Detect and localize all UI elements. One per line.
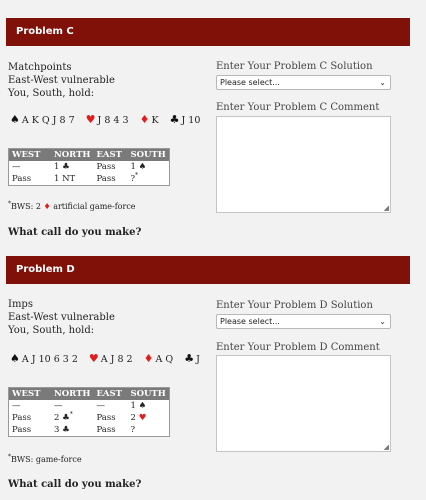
chevron-down-icon: ⌄ <box>379 317 386 326</box>
problem-d-note: *BWS: game-force <box>8 453 82 464</box>
hand-hearts: J 8 4 3 <box>97 115 129 126</box>
hand-clubs: J 10 <box>181 115 201 126</box>
table-row <box>9 424 170 437</box>
problem-c-hand <box>10 113 208 126</box>
auction-cell: — <box>51 400 93 412</box>
problem-d-comment-textarea[interactable] <box>216 355 391 452</box>
problem-d-comment-label: Enter Your Problem D Comment <box>216 342 380 353</box>
problem-c-solution-select[interactable] <box>216 75 391 90</box>
auction-cell: Pass <box>93 173 127 186</box>
problem-c-comment-label: Enter Your Problem C Comment <box>216 102 380 113</box>
auction-cell: — <box>93 400 127 412</box>
auction-header: WEST <box>9 149 52 162</box>
spade-icon: ♠ <box>10 352 20 365</box>
problem-c-auction-table <box>8 148 170 186</box>
select-value: Please select... <box>220 317 280 326</box>
auction-cell: 1 ♠ <box>127 400 169 412</box>
problem-c-comment-textarea[interactable] <box>216 116 391 213</box>
auction-cell: Pass <box>9 173 52 186</box>
table-row <box>9 161 170 173</box>
note-suffix: artificial game-force <box>53 202 136 211</box>
hand-diamonds: K <box>151 115 159 126</box>
spade-icon: ♠ <box>10 113 20 126</box>
auction-cell: Pass <box>93 412 127 424</box>
diamond-icon: ♦ <box>43 202 51 211</box>
auction-cell: 1 ♠ <box>127 161 169 173</box>
resize-grip-icon[interactable]: ◢ <box>383 204 389 212</box>
auction-header: EAST <box>93 149 127 162</box>
auction-cell: Pass <box>93 161 127 173</box>
table-row <box>9 400 170 412</box>
auction-cell: Pass <box>93 424 127 437</box>
hand-diamonds: A Q <box>155 354 174 365</box>
heart-icon: ♥ <box>88 352 99 365</box>
auction-header: NORTH <box>51 388 93 401</box>
note-prefix: *BWS: 2 <box>8 200 41 211</box>
auction-cell: Pass <box>9 424 52 437</box>
problem-c-question: What call do you make? <box>8 227 142 238</box>
problem-d-hand <box>10 352 208 365</box>
hand-spades: A K Q J 8 7 <box>21 115 75 126</box>
auction-header: NORTH <box>51 149 93 162</box>
problem-c-prompt: You, South, hold: <box>8 88 95 99</box>
resize-grip-icon[interactable]: ◢ <box>383 443 389 451</box>
problem-c-header <box>6 18 410 46</box>
table-row <box>9 412 170 424</box>
auction-cell: ?* <box>127 173 169 186</box>
club-icon: ♣ <box>184 352 195 365</box>
hand-hearts: A J 8 2 <box>100 354 133 365</box>
heart-icon: ♥ <box>85 113 96 126</box>
problem-d-title: Problem D <box>16 264 75 275</box>
auction-cell: 1 ♣ <box>51 161 93 173</box>
auction-header: SOUTH <box>127 388 169 401</box>
problem-d-question: What call do you make? <box>8 479 142 490</box>
select-value: Please select... <box>220 78 280 87</box>
auction-header: SOUTH <box>127 149 169 162</box>
problem-d-vulnerability: East-West vulnerable <box>8 312 115 323</box>
hand-spades: A J 10 6 3 2 <box>21 354 78 365</box>
problem-c-scoring: Matchpoints <box>8 62 72 73</box>
table-row <box>9 173 170 186</box>
problem-d-solution-select[interactable] <box>216 314 391 329</box>
diamond-icon: ♦ <box>139 113 150 126</box>
problem-c-note <box>8 202 136 211</box>
auction-cell: — <box>9 400 52 412</box>
hand-clubs: J <box>196 354 200 365</box>
diamond-icon: ♦ <box>143 352 154 365</box>
auction-header: WEST <box>9 388 52 401</box>
problem-c-solution-label: Enter Your Problem C Solution <box>216 61 373 72</box>
auction-cell: 3 ♣ <box>51 424 93 437</box>
auction-header: EAST <box>93 388 127 401</box>
auction-cell: 2 ♣* <box>51 412 93 424</box>
problem-d-scoring: Imps <box>8 299 33 310</box>
problem-d-prompt: You, South, hold: <box>8 325 95 336</box>
auction-cell: 2 ♥ <box>127 412 169 424</box>
auction-cell: ? <box>127 424 169 437</box>
problem-c-title: Problem C <box>16 26 74 37</box>
auction-cell: — <box>9 161 52 173</box>
problem-d-auction-table <box>8 387 170 437</box>
club-icon: ♣ <box>169 113 180 126</box>
problem-c-vulnerability: East-West vulnerable <box>8 75 115 86</box>
auction-cell: Pass <box>9 412 52 424</box>
auction-cell: 1 NT <box>51 173 93 186</box>
chevron-down-icon: ⌄ <box>379 78 386 87</box>
problem-d-solution-label: Enter Your Problem D Solution <box>216 300 373 311</box>
problem-d-header <box>6 256 410 284</box>
